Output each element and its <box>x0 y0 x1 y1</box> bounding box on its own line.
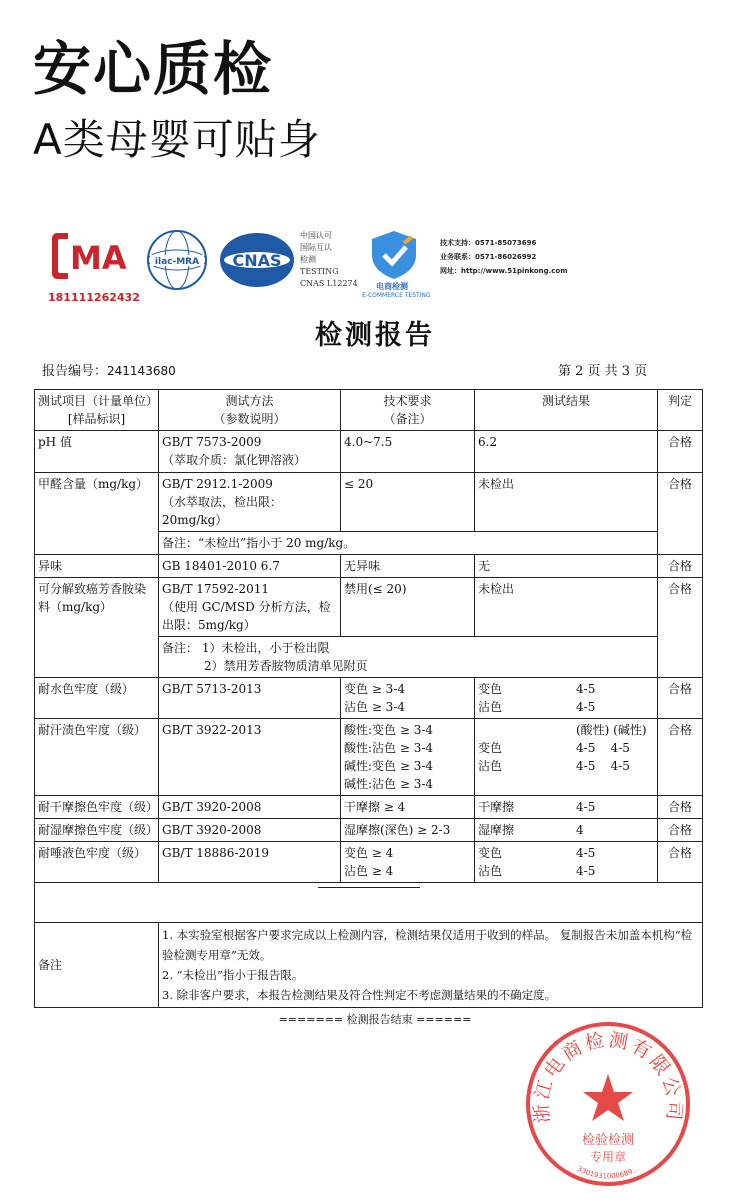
divider <box>318 887 420 888</box>
cell-result: 未检出 <box>475 473 658 532</box>
cnas-text: CNAS <box>232 251 282 270</box>
cell-result: 干摩擦 4-5 <box>475 796 658 819</box>
table-row-formaldehyde <box>35 473 703 532</box>
table-row-water <box>35 678 703 719</box>
cell-item: 耐干摩擦色牢度（级） <box>35 796 159 819</box>
cell-verdict: 合格 <box>658 473 703 555</box>
cell-method: GB/T 3922-2013 <box>159 719 341 796</box>
cell-result: 变色 4-5 沾色 4-5 <box>475 678 658 719</box>
cell-verdict: 合格 <box>658 578 703 678</box>
cell-method: GB 18401-2010 6.7 <box>159 555 341 578</box>
ecom-label-cn: 电商检测 <box>376 282 408 291</box>
cnas-desc-line: 国际互认 <box>300 243 332 252</box>
table-row-remarks <box>35 923 703 1008</box>
report-number-value: 241143680 <box>107 364 176 378</box>
cell-verdict: 合格 <box>658 796 703 819</box>
cell-verdict: 合格 <box>658 555 703 578</box>
cnas-desc-line: CNAS L12274 <box>300 279 358 288</box>
cell-method: GB/T 17592-2011 （使用 GC/MSD 分析方法，检出限：5mg/kg） <box>159 578 341 637</box>
seal-number: 3301931000689... <box>575 1164 641 1181</box>
cnas-desc-line: TESTING <box>300 267 339 276</box>
cell-item: 耐唾液色牢度（级） <box>35 842 159 883</box>
table-row-odor <box>35 555 703 578</box>
seal-company: 浙江电商检测有限公司 <box>530 1028 686 1125</box>
cnas-desc-line: 检测 <box>300 255 316 264</box>
cell-requirement: ≤ 20 <box>341 473 475 532</box>
cell-result: 未检出 <box>475 578 658 637</box>
report-number <box>42 360 176 379</box>
report-number-label: 报告编号： <box>42 364 108 379</box>
cell-item: pH 值 <box>35 431 159 473</box>
cell-verdict: 合格 <box>658 719 703 796</box>
cell-requirement: 湿摩擦(深色) ≥ 2-3 <box>341 819 475 842</box>
table-row-saliva <box>35 842 703 883</box>
cell-requirement: 无异味 <box>341 555 475 578</box>
ecommerce-testing-logo <box>362 229 426 281</box>
hero-title: 安心质检 <box>33 35 274 103</box>
cell-item: 耐湿摩擦色牢度（级） <box>35 819 159 842</box>
hero-subtitle: A类母婴可贴身 <box>33 115 321 164</box>
ilac-mra-logo <box>146 229 208 291</box>
blank-cell <box>35 883 703 923</box>
cell-item: 耐汗渍色牢度（级） <box>35 719 159 796</box>
cma-number: 181111262432 <box>48 291 140 304</box>
table-row-sweat <box>35 719 703 796</box>
cell-item: 耐水色牢度（级） <box>35 678 159 719</box>
cell-verdict: 合格 <box>658 678 703 719</box>
cnas-logo <box>218 231 296 289</box>
results-table <box>34 389 703 1008</box>
cell-result: 6.2 <box>475 431 658 473</box>
page-info: 第 2 页 共 3 页 <box>558 364 648 379</box>
cell-item: 异味 <box>35 555 159 578</box>
remark-item: 2. “未检出”指小于报告限。 <box>162 968 304 982</box>
cell-result: 湿摩擦 4 <box>475 819 658 842</box>
cell-method: GB/T 3920-2008 <box>159 796 341 819</box>
cell-requirement: 变色 ≥ 3-4 沾色 ≥ 3-4 <box>341 678 475 719</box>
cell-verdict: 合格 <box>658 431 703 473</box>
header-method: 测试方法 （参数说明） <box>159 390 341 431</box>
table-row-blank <box>35 883 703 923</box>
cell-method: GB/T 3920-2008 <box>159 819 341 842</box>
header-requirement: 技术要求 （备注） <box>341 390 475 431</box>
cell-verdict: 合格 <box>658 842 703 883</box>
cell-requirement: 变色 ≥ 4 沾色 ≥ 4 <box>341 842 475 883</box>
contact-line: 业务联系：0571-86026992 <box>440 253 537 261</box>
table-row-wet-rub <box>35 819 703 842</box>
cell-note: 备注：“未检出”指小于 20 mg/kg。 <box>159 532 658 555</box>
cell-item: 甲醛含量（mg/kg） <box>35 473 159 555</box>
ecommerce-label <box>362 282 442 300</box>
report-end: ======= 检测报告结束 ====== <box>278 1013 472 1026</box>
cell-requirement: 4.0~7.5 <box>341 431 475 473</box>
contact-info <box>440 236 568 278</box>
cell-method: GB/T 2912.1-2009 （水萃取法，检出限：20mg/kg） <box>159 473 341 532</box>
cnas-description <box>300 230 358 290</box>
cnas-desc-line: 中国认可 <box>300 231 332 240</box>
certification-logos <box>44 225 724 305</box>
contact-line: 技术支持：0571-85073696 <box>440 239 537 247</box>
table-header-row <box>35 390 703 431</box>
remark-item: 1. 本实验室根据客户要求完成以上检测内容，检测结果仅适用于收到的样品。 复制报告未加盖本机构“检验检测专用章”无效。 <box>162 928 693 962</box>
ecom-label-en: E-COMMERCE TESTING <box>362 292 431 299</box>
cma-logo <box>48 231 136 281</box>
contact-line: 网址：http://www.51pinkong.com <box>440 267 568 275</box>
table-row-ph <box>35 431 703 473</box>
cell-verdict: 合格 <box>658 819 703 842</box>
cell-item: 可分解致癌芳香胺染料（mg/kg） <box>35 578 159 678</box>
table-row-dry-rub <box>35 796 703 819</box>
header-item: 测试项目（计量单位） [样品标识] <box>35 390 159 431</box>
cma-text: MA <box>70 239 127 277</box>
cell-method: GB/T 7573-2009 （萃取介质：氯化钾溶液） <box>159 431 341 473</box>
header-result: 测试结果 <box>475 390 658 431</box>
seal-line2: 专用章 <box>589 1150 627 1164</box>
official-seal-stamp <box>522 1018 694 1190</box>
cell-requirement: 禁用(≤ 20) <box>341 578 475 637</box>
report-title: 检测报告 <box>315 320 435 351</box>
cell-requirement: 酸性:变色 ≥ 3-4 酸性:沾色 ≥ 3-4 碱性:变色 ≥ 3-4 碱性:沾色 ≥ 3-4 <box>341 719 475 796</box>
table-row-amine <box>35 578 703 637</box>
remarks-content <box>159 923 703 1008</box>
cell-requirement: 干摩擦 ≥ 4 <box>341 796 475 819</box>
cell-method: GB/T 18886-2019 <box>159 842 341 883</box>
cell-result: (酸性) (碱性) 变色 4-5 4-5 沾色 4-5 4-5 <box>475 719 658 796</box>
cell-note: 备注： 1）未检出，小于检出限 2）禁用芳香胺物质清单见附页 <box>159 637 658 678</box>
remark-item: 3. 除非客户要求，本报告检测结果及符合性判定不考虑测量结果的不确定度。 <box>162 988 557 1002</box>
cell-result: 无 <box>475 555 658 578</box>
seal-line1: 检验检测 <box>581 1133 635 1148</box>
cell-result: 变色 4-5 沾色 4-5 <box>475 842 658 883</box>
header-verdict: 判定 <box>658 390 703 431</box>
ilac-text: ilac-MRA <box>154 257 200 267</box>
cell-method: GB/T 5713-2013 <box>159 678 341 719</box>
remarks-label: 备注 <box>35 923 159 1008</box>
svg-text:3301931000689... <box>576 1165 640 1181</box>
